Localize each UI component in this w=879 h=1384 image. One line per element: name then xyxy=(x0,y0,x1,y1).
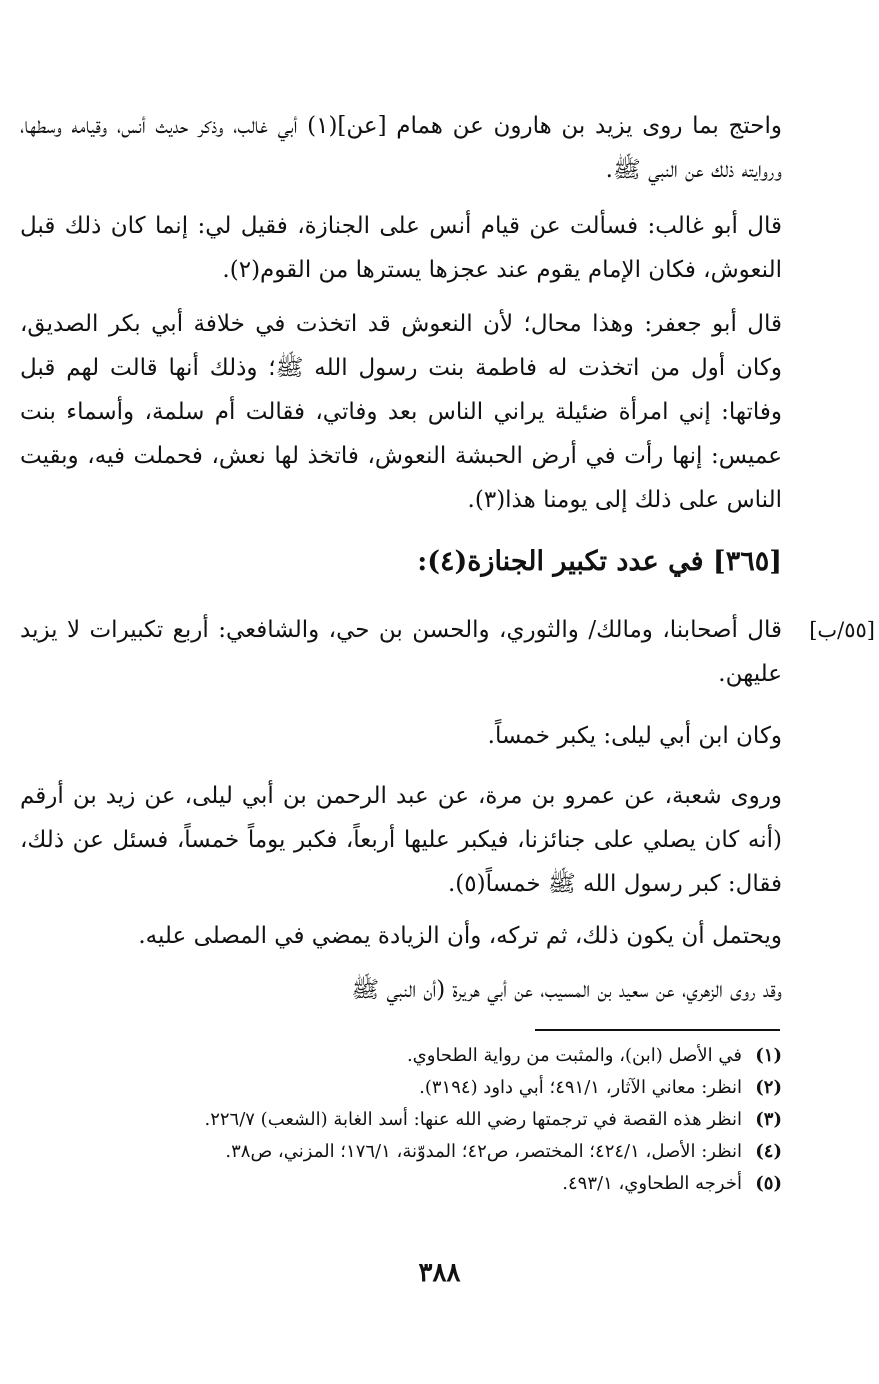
footnote-5 xyxy=(60,1168,782,1200)
footnote-number: (٢) xyxy=(755,1077,782,1098)
paragraph-6: وروى شعبة، عن عمرو بن مرة، عن عبد الرحمن بن أبي ليلى، عن زيد بن أرقم (أنه كان يصلي على جنائزنا، فيكبر عليها أربعاً، فكبر يوماً خمساً، فسئل عن ذلك، فقال: كبر رسول الله ﷺ خمساً(٥). xyxy=(20,783,782,897)
paragraph-2: قال أبو غالب: فسألت عن قيام أنس على الجنازة، فقيل لي: إنما كان ذلك قبل النعوش، فكان الإمام يقوم عند عجزها يسترها من القوم(٢). xyxy=(20,213,782,283)
footnote-2 xyxy=(60,1072,782,1104)
footnote-text: في الأصل (ابن)، والمثبت من رواية الطحاوي. xyxy=(406,1045,742,1066)
footnote-number: (٤) xyxy=(755,1141,782,1162)
paragraph-8: وقد روى الزهري، عن سعيد بن المسيب، عن أبي هريرة (أن النبي ﷺ xyxy=(351,977,782,1003)
footnote-text: انظر: معاني الآثار، ٤٩١/١؛ أبي داود (٣١٩٤). xyxy=(419,1077,742,1098)
footnote-4 xyxy=(60,1136,782,1168)
footnotes xyxy=(60,1040,782,1200)
paragraph-4: قال أصحابنا، ومالك/ والثوري، والحسن بن حي، والشافعي: أربع تكبيرات لا يزيد عليهن. xyxy=(20,617,782,687)
section-heading: [٣٦٥] في عدد تكبير الجنازة(٤): xyxy=(417,546,782,577)
paragraph-1: واحتج بما روى يزيد بن هارون عن همام [عن](١) أبي غالب، وذكر حديث أنس، وقيامه وسطها، وروايته ذلك عن النبي ﷺ. xyxy=(20,113,782,183)
paragraph-3: قال أبو جعفر: وهذا محال؛ لأن النعوش قد اتخذت في خلافة أبي بكر الصديق، وكان أول من اتخذت له فاطمة بنت رسول الله ﷺ؛ وذلك أنها قالت لهم قبل وفاتها: إني امرأة ضئيلة يراني الناس بعد وفاتي، فقالت أم سلمة، وأسماء بنت عميس: إنها رأت في أرض الحبشة النعوش، فاتخذ لها نعش، فحملت فيه، وبقيت الناس على ذلك إلى يومنا هذا(٣). xyxy=(20,311,782,513)
paragraph-5: وكان ابن أبي ليلى: يكبر خمساً. xyxy=(487,723,782,749)
margin-note: [٥٥/ب] xyxy=(809,618,875,642)
footnote-3 xyxy=(60,1104,782,1136)
footnote-divider xyxy=(535,1029,780,1031)
footnote-1 xyxy=(60,1040,782,1072)
paragraph-7: ويحتمل أن يكون ذلك، ثم تركه، وأن الزيادة يمضي في المصلى عليه. xyxy=(138,923,782,949)
footnote-number: (٣) xyxy=(755,1109,782,1130)
page-number: ٣٨٨ xyxy=(418,1258,461,1288)
footnote-number: (٥) xyxy=(755,1173,782,1194)
footnote-text: أخرجه الطحاوي، ٤٩٣/١. xyxy=(562,1173,742,1194)
footnote-text: انظر هذه القصة في ترجمتها رضي الله عنها: أسد الغابة (الشعب) ٢٢٦/٧. xyxy=(204,1109,742,1130)
footnote-text: انظر: الأصل، ٤٢٤/١؛ المختصر، ص٤٢؛ المدوّنة، ١٧٦/١؛ المزني، ص٣٨. xyxy=(225,1141,742,1162)
footnote-number: (١) xyxy=(755,1045,782,1066)
